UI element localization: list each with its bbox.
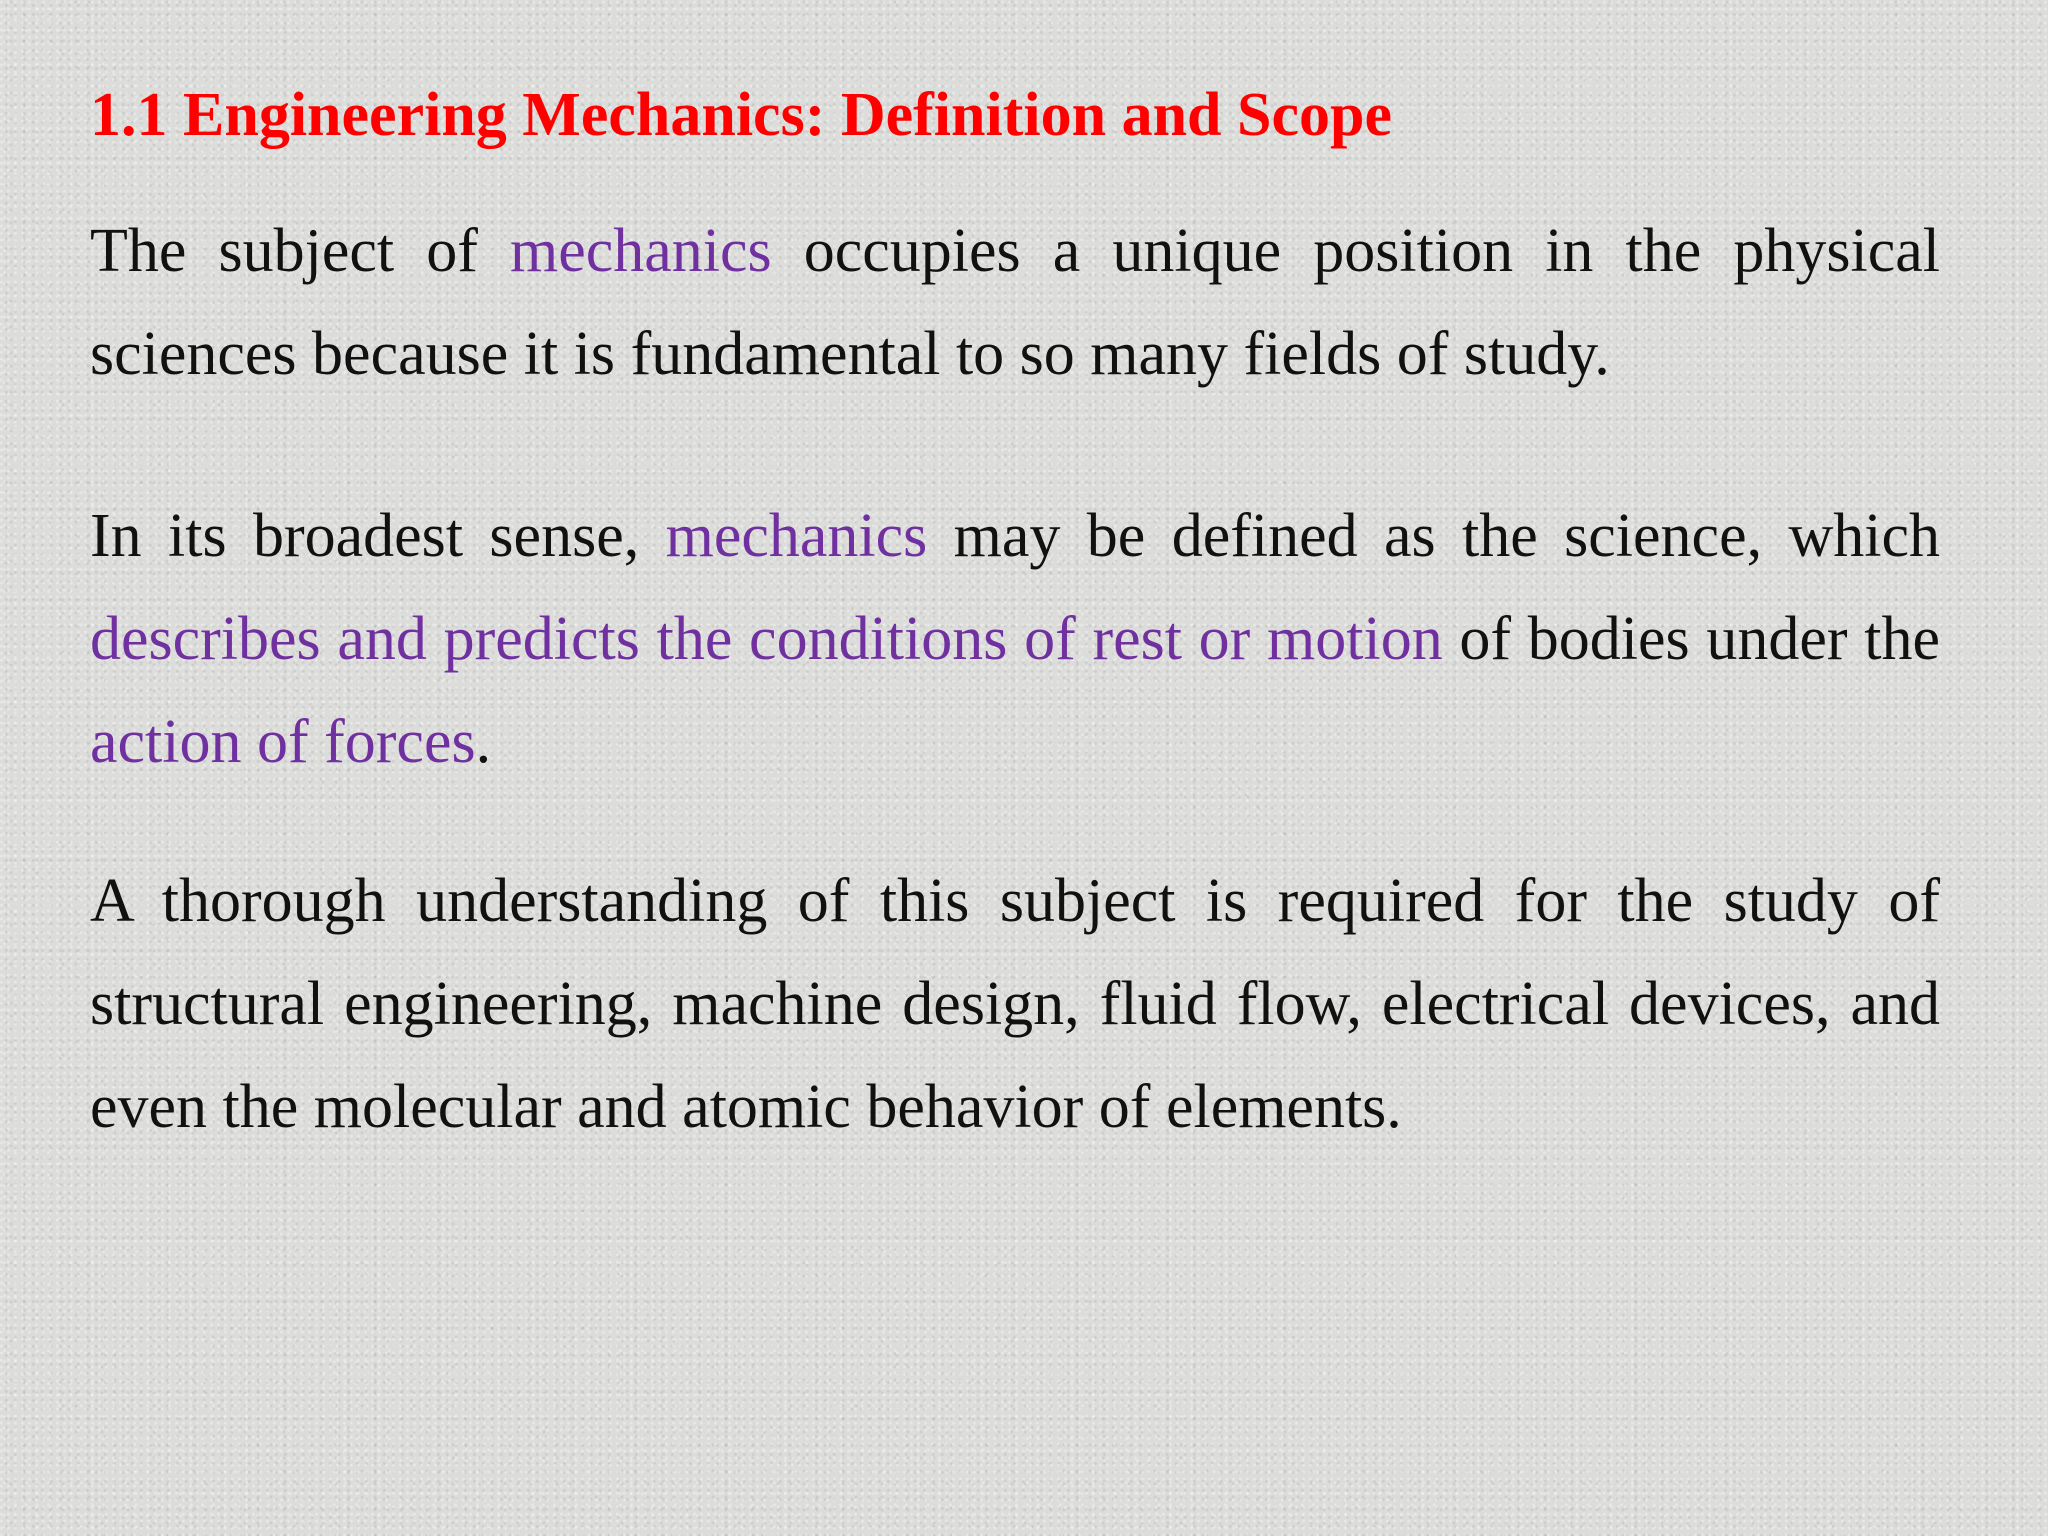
paragraph-text: of bodies under the — [1442, 605, 1940, 673]
paragraph-mechanics-applications — [90, 850, 1940, 1159]
paragraph-mechanics-position — [90, 200, 1940, 406]
paragraph-text: occupies a unique position in the physical sciences because it is fundamental to so many fields of study. — [90, 217, 1941, 388]
highlight-phrase: action of forces — [90, 708, 476, 776]
highlight-term: mechanics — [665, 502, 928, 570]
slide-title: 1.1 Engineering Mechanics: Definition and Scope — [90, 81, 1393, 149]
paragraph-text: The subject of — [90, 217, 510, 285]
paragraph-mechanics-definition — [90, 485, 1940, 794]
paragraph-text: . — [475, 708, 492, 776]
paragraph-text: may be defined as the science, which — [927, 502, 1940, 570]
highlight-phrase: describes and predicts the conditions of rest or motion — [90, 605, 1443, 673]
highlight-term: mechanics — [510, 217, 772, 285]
paragraph-text: In its broadest sense, — [90, 502, 666, 570]
paragraph-text: A thorough understanding of this subject is required for the study of structural engineering, machine design, fluid flow, electrical devices, and even the molecular and atomic behavior of elements. — [90, 867, 1940, 1141]
